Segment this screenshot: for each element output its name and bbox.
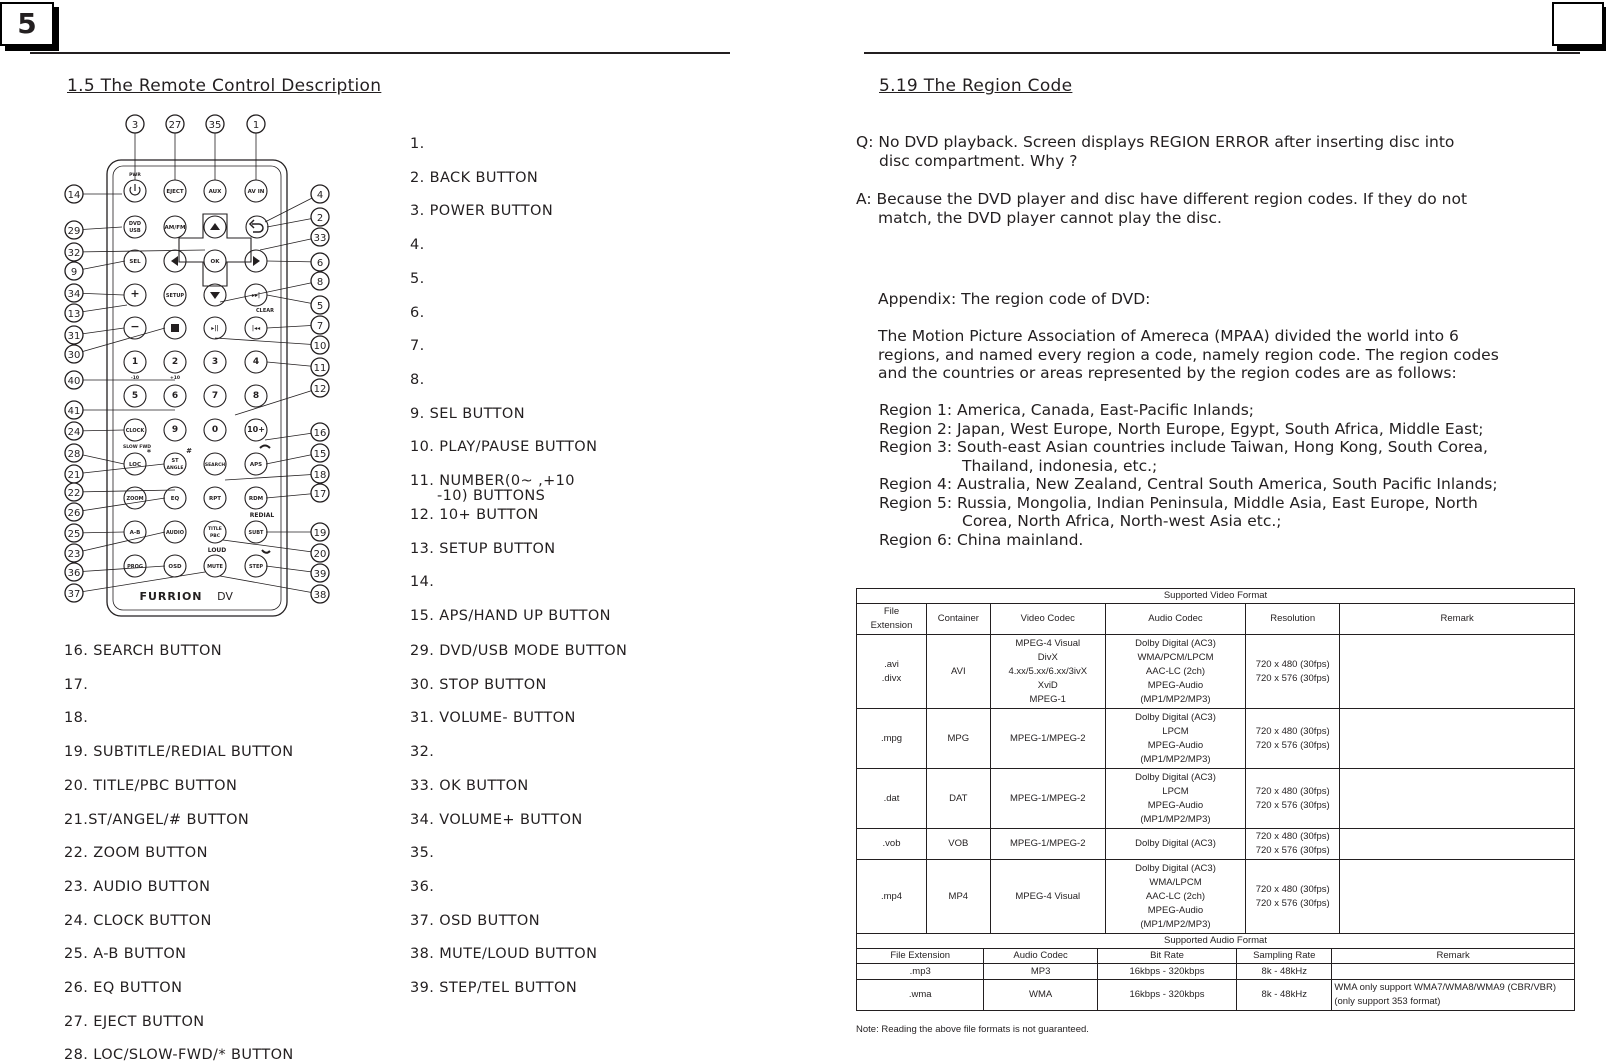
down-arrow-icon — [210, 292, 220, 299]
callout-number: 34 — [67, 289, 81, 300]
right-arrow-icon — [253, 256, 260, 266]
list-item: 1. — [410, 136, 425, 152]
callout-leader — [74, 328, 165, 354]
osd-button-label: OSD — [168, 564, 182, 570]
eq-button-label: EQ — [170, 496, 180, 502]
region-list — [879, 401, 1498, 549]
table-cell: Dolby Digital (AC3) WMA/LPCM AAC-LC (2ch) MPEG-Audio (MP1/MP2/MP3) — [1105, 860, 1245, 934]
list-item: 17. — [64, 676, 89, 693]
list-item: 26. EQ BUTTON — [64, 980, 183, 996]
region-label: Region 4: — [879, 475, 953, 493]
list-item: 9. SEL BUTTON — [410, 405, 525, 422]
table-header: File Extension — [857, 604, 927, 635]
list-item: 23. AUDIO BUTTON — [64, 878, 211, 895]
table-cell: Dolby Digital (AC3) WMA/PCM/LPCM AAC-LC (2ch) MPEG-Audio (MP1/MP2/MP3) — [1105, 635, 1245, 709]
list-item: 2. BACK BUTTON — [410, 169, 539, 186]
callout-number: 17 — [313, 489, 327, 500]
av-in-button-label: AV IN — [247, 189, 265, 195]
callout-leader — [74, 498, 165, 512]
table-cell — [1340, 709, 1575, 769]
mpaa-line: regions, and named every region a code, namely region code. The region codes — [878, 345, 1499, 364]
loc-button-label: LOC — [128, 462, 142, 468]
angle-label: ANGLE — [166, 466, 184, 471]
table-cell: MPG — [927, 709, 991, 769]
table-cell: AVI — [927, 635, 991, 709]
region-row — [879, 475, 1498, 494]
audio-format-table — [856, 933, 1575, 1011]
list-item: 14. — [410, 574, 435, 591]
list-item: 30. STOP BUTTON — [410, 676, 547, 693]
mpaa-paragraph — [878, 327, 1499, 383]
list-item: 38. MUTE/LOUD BUTTON — [410, 946, 598, 963]
table-cell: MPEG-1/MPEG-2 — [990, 829, 1105, 860]
volume-plus-button-label: + — [130, 287, 140, 300]
ok-button-label: OK — [210, 259, 220, 265]
callout-number: 3 — [131, 120, 139, 131]
table-cell: 720 x 480 (30fps) 720 x 576 (30fps) — [1246, 860, 1340, 934]
table-cell: Dolby Digital (AC3) LPCM MPEG-Audio (MP1/MP2/MP3) — [1105, 709, 1245, 769]
callout-number: 36 — [67, 568, 81, 579]
header-rule-right — [864, 52, 1580, 54]
callout-number: 25 — [67, 529, 81, 540]
list-item: 18. — [64, 710, 89, 727]
table-cell: .mpg — [857, 709, 927, 769]
table-cell: WMA only support WMA7/WMA8/WMA9 (CBR/VBR) (only support 353 format) — [1332, 980, 1575, 1011]
num-6-button-label: 6 — [171, 391, 179, 401]
back-button — [246, 216, 268, 238]
table-header: Remark — [1332, 949, 1575, 964]
list-item: 36. — [410, 878, 435, 895]
answer-text: A: Because the DVD player and disc have different region codes. If they do not match, the DVD player cannot play the disc. — [856, 190, 1468, 227]
table-cell: Dolby Digital (AC3) LPCM MPEG-Audio (MP1/MP2/MP3) — [1105, 769, 1245, 829]
table-cell — [1340, 769, 1575, 829]
table-cell: .dat — [857, 769, 927, 829]
region-row — [879, 420, 1498, 439]
table-cell: Dolby Digital (AC3) — [1105, 829, 1245, 860]
callout-number: 29 — [67, 226, 81, 237]
table-row — [857, 769, 1575, 829]
callout-number: 38 — [313, 590, 327, 601]
list-item: 13. SETUP BUTTON — [410, 540, 556, 557]
callout-number: 11 — [313, 363, 327, 374]
left-arrow-icon — [171, 256, 178, 266]
table-header: Resolution — [1246, 604, 1340, 635]
table-cell: 16kbps - 320kbps — [1097, 964, 1236, 980]
table-cell: DAT — [927, 769, 991, 829]
setup-button-label: SETUP — [165, 293, 185, 299]
callout-number: 6 — [316, 258, 324, 269]
callout-number: 7 — [316, 321, 324, 332]
clock-button-label: CLOCK — [125, 428, 145, 434]
redial-label: REDIAL — [249, 512, 275, 519]
list-item: 20. TITLE/PBC BUTTON — [64, 777, 238, 794]
brand-suffix: DV — [217, 590, 233, 603]
num-1-button-label: 1 — [131, 357, 139, 367]
pwr-label: PWR — [129, 173, 141, 178]
list-item: 37. OSD BUTTON — [410, 912, 540, 929]
callout-leader — [74, 490, 175, 492]
table-row — [857, 635, 1575, 709]
table-cell: 720 x 480 (30fps) 720 x 576 (30fps) — [1246, 769, 1340, 829]
a-b-button-label: A-B — [129, 530, 141, 536]
table-cell: MP4 — [927, 860, 991, 934]
callout-number: 16 — [313, 428, 327, 439]
video-format-table — [856, 588, 1575, 934]
num-3-button-label: 3 — [211, 357, 219, 367]
st-label: ST — [171, 458, 179, 464]
table-title: Supported Video Format — [857, 589, 1575, 604]
callout-number: 41 — [67, 406, 81, 417]
table-cell — [1332, 964, 1575, 980]
region-row — [879, 531, 1498, 550]
table-cell: MPEG-1/MPEG-2 — [990, 769, 1105, 829]
callout-leader — [215, 338, 320, 345]
aps-button-label: APS — [249, 462, 263, 468]
remote-control-diagram — [55, 110, 355, 630]
header-rule-left — [30, 52, 730, 54]
st-angle-button — [164, 453, 186, 475]
callout-leader — [74, 464, 164, 474]
volume-minus-button-label: − — [130, 320, 140, 333]
table-cell: 720 x 480 (30fps) 720 x 576 (30fps) — [1246, 635, 1340, 709]
prog-button-label: PROG — [127, 564, 143, 570]
table-cell — [1340, 635, 1575, 709]
region-text: Japan, West Europe, North Europe, Egypt, South Africa, Middle East; — [952, 419, 1484, 438]
table-row — [857, 709, 1575, 769]
list-item: 11. NUMBER(0~ ,+10 — [410, 473, 575, 489]
callout-number: 21 — [67, 470, 81, 481]
rdm-button-label: RDM — [248, 496, 264, 502]
num-4-button-label: 4 — [252, 357, 260, 367]
aux-button-label: AUX — [208, 189, 222, 195]
pbc-label: PBC — [209, 534, 221, 539]
list-item: 15. APS/HAND UP BUTTON — [410, 608, 611, 624]
audio-button-label: AUDIO — [165, 530, 185, 536]
list-item: 39. STEP/TEL BUTTON — [410, 980, 578, 996]
callout-number: 15 — [313, 449, 327, 460]
callout-leader — [74, 566, 165, 572]
callout-number: 39 — [313, 569, 327, 580]
callout-number: 30 — [67, 350, 81, 361]
region-text: China mainland. — [952, 530, 1084, 549]
callout-number: 2 — [316, 213, 324, 224]
callout-number: 13 — [67, 309, 81, 320]
plus10-label: +10 — [169, 376, 181, 381]
callout-leader — [74, 532, 165, 553]
region-continuation: Corea, North Africa, North-west Asia etc.; — [962, 512, 1282, 530]
table-cell: MP3 — [984, 964, 1097, 980]
title-label: TITLE — [208, 527, 222, 532]
list-item: 7. — [410, 338, 425, 355]
callout-leader — [220, 281, 320, 302]
table-cell: .avi .divx — [857, 635, 927, 709]
table-header: Sampling Rate — [1237, 949, 1332, 964]
callout-number: 26 — [67, 508, 81, 519]
list-item: 28. LOC/SLOW-FWD/* BUTTON — [64, 1047, 294, 1063]
table-cell: MPEG-1/MPEG-2 — [990, 709, 1105, 769]
list-item: 35. — [410, 845, 435, 862]
region-label: Region 6: — [879, 530, 953, 549]
callout-number: 40 — [67, 376, 81, 387]
section-heading-left: 1.5 The Remote Control Description — [67, 76, 382, 96]
table-cell: 16kbps - 320kbps — [1097, 980, 1236, 1011]
num-2-button-label: 2 — [171, 357, 179, 367]
question-text: Q: No DVD playback. Screen displays REGION ERROR after inserting disc into disc compartment. Why ? — [856, 133, 1455, 170]
up-arrow-icon — [210, 223, 220, 230]
play-pause-button-label: ▸|| — [211, 325, 219, 332]
list-item: 32. — [410, 744, 435, 761]
mpaa-line: The Motion Picture Association of Amereca (MPAA) divided the world into 6 — [878, 327, 1459, 345]
num-0-button-label: 0 — [211, 425, 219, 435]
list-item: 16. SEARCH BUTTON — [64, 643, 223, 659]
appendix-title: Appendix: The region code of DVD: — [878, 290, 1151, 308]
callout-number: 12 — [313, 384, 327, 395]
callout-number: 8 — [316, 277, 324, 288]
table-header: Container — [927, 604, 991, 635]
region-text: America, Canada, East-Pacific Inlands; — [952, 401, 1255, 419]
am-fm-button-label: AM/FM — [164, 225, 186, 231]
dvd-label: DVD — [128, 221, 142, 227]
section-heading-right: 5.19 The Region Code — [879, 76, 1073, 96]
sel-button-label: SEL — [129, 259, 141, 265]
table-cell — [1340, 829, 1575, 860]
clear-label: CLEAR — [256, 308, 274, 314]
phone-icon — [260, 446, 270, 449]
list-item: -10) BUTTONS — [437, 488, 546, 505]
brand-logo: FURRION — [139, 590, 203, 603]
callout-number: 9 — [70, 267, 78, 278]
callout-number: 20 — [313, 549, 327, 560]
table-cell: MPEG-4 Visual DivX 4.xx/5.xx/6.xx/3ivX XviD MPEG-1 — [990, 635, 1105, 709]
table-cell: .wma — [857, 980, 984, 1011]
callout-number: 4 — [316, 190, 324, 201]
table-cell — [1340, 860, 1575, 934]
num-10plus-button-label: 10+ — [247, 425, 265, 434]
table-cell: VOB — [927, 829, 991, 860]
slow-fwd-label: SLOW FWD — [122, 445, 152, 450]
list-item: 6. — [410, 304, 425, 321]
zoom-button-label: ZOOM — [126, 496, 144, 502]
list-item: 24. CLOCK BUTTON — [64, 912, 212, 929]
hash-label: # — [186, 447, 192, 455]
eject-button-label: EJECT — [166, 189, 184, 195]
callout-number: 35 — [208, 120, 222, 131]
callout-number: 14 — [67, 190, 81, 201]
list-item: 22. ZOOM BUTTON — [64, 845, 208, 862]
callout-number: 33 — [313, 233, 327, 244]
num-5-button-label: 5 — [131, 391, 139, 401]
next-button-label: ▸▸| — [251, 292, 261, 299]
callout-number: 27 — [168, 120, 182, 131]
table-cell: 720 x 480 (30fps) 720 x 576 (30fps) — [1246, 709, 1340, 769]
callout-number: 19 — [313, 528, 327, 539]
callout-number: 32 — [67, 248, 81, 259]
callout-leader — [225, 474, 320, 480]
step-button-label: STEP — [248, 564, 264, 570]
callout-leader — [223, 540, 320, 553]
region-label: Region 1: — [879, 401, 953, 419]
minus10-label: -10 — [130, 376, 140, 381]
list-item: 27. EJECT BUTTON — [64, 1013, 205, 1030]
callout-number: 1 — [252, 120, 260, 131]
subt-button-label: SUBT — [248, 530, 264, 536]
region-label: Region 3: — [879, 438, 953, 456]
page-number-left: 5 — [0, 2, 54, 46]
title-pbc-button — [204, 521, 226, 543]
table-header: Video Codec — [990, 604, 1105, 635]
callout-number: 18 — [313, 470, 327, 481]
num-8-button-label: 8 — [252, 391, 260, 401]
callout-leader — [74, 250, 205, 252]
table-row — [857, 964, 1575, 980]
list-item: 3. POWER BUTTON — [410, 203, 554, 220]
callout-number: 37 — [67, 589, 81, 600]
stop-icon — [171, 324, 179, 332]
callout-number: 5 — [316, 301, 324, 312]
table-row — [857, 860, 1575, 934]
dvd-usb-button — [124, 216, 146, 238]
table-cell: WMA — [984, 980, 1097, 1011]
callout-leader — [235, 388, 320, 415]
region-text: Australia, New Zealand, Central South America, South Pacific Inlands; — [952, 475, 1498, 493]
table-cell: 8k - 48kHz — [1237, 980, 1332, 1011]
table-cell: .vob — [857, 829, 927, 860]
region-row — [879, 494, 1498, 513]
list-item: 21.ST/ANGEL/# BUTTON — [64, 811, 250, 828]
callout-number: 31 — [67, 331, 81, 342]
hangup-icon — [262, 550, 270, 553]
table-row — [857, 980, 1575, 1011]
region-label: Region 5: — [879, 493, 953, 512]
table-cell: 720 x 480 (30fps) 720 x 576 (30fps) — [1246, 829, 1340, 860]
list-item: 34. VOLUME+ BUTTON — [410, 811, 583, 828]
list-item: 31. VOLUME- BUTTON — [410, 710, 576, 727]
rpt-button-label: RPT — [208, 496, 222, 502]
table-header: File Extension — [857, 949, 984, 964]
search-button-label: SEARCH — [204, 463, 226, 468]
region-continuation: Thailand, indonesia, etc.; — [962, 456, 1158, 475]
callout-number: 28 — [67, 449, 81, 460]
list-item: 33. OK BUTTON — [410, 777, 529, 794]
mute-button-label: MUTE — [207, 564, 223, 570]
star-label: * — [146, 448, 152, 457]
table-title: Supported Audio Format — [857, 934, 1575, 949]
region-row — [879, 438, 1498, 457]
loud-label: LOUD — [207, 547, 227, 554]
usb-label: USB — [129, 228, 141, 234]
region-row — [879, 401, 1498, 420]
callout-number: 22 — [67, 488, 81, 499]
region-text: Russia, Mongolia, Indian Peninsula, Middle Asia, East Europe, North — [952, 493, 1478, 512]
table-header: Remark — [1340, 604, 1575, 635]
callout-number: 24 — [67, 427, 81, 438]
table-row — [857, 829, 1575, 860]
num-9-button-label: 9 — [171, 425, 179, 435]
region-text: South-east Asian countries include Taiwan, Hong Kong, South Corea, — [952, 438, 1488, 456]
prev-button-label: |◂◂ — [251, 325, 261, 332]
table-note: Note: Reading the above file formats is not guaranteed. — [856, 1024, 1089, 1035]
num-7-button-label: 7 — [211, 391, 219, 401]
callout-leader — [220, 576, 320, 594]
list-item: 12. 10+ BUTTON — [410, 506, 539, 523]
region-label: Region 2: — [879, 419, 953, 438]
table-cell: 8k - 48kHz — [1237, 964, 1332, 980]
list-item: 29. DVD/USB MODE BUTTON — [410, 643, 628, 659]
callout-number: 23 — [67, 549, 81, 560]
table-header: Audio Codec — [984, 949, 1097, 964]
mpaa-line: and the countries or areas represented by the region codes are as follows: — [878, 364, 1457, 382]
table-cell: .mp3 — [857, 964, 984, 980]
table-header: Audio Codec — [1105, 604, 1245, 635]
list-item: 4. — [410, 237, 425, 254]
list-item: 25. A-B BUTTON — [64, 946, 187, 963]
page-number-right — [1552, 2, 1604, 46]
callout-number: 10 — [313, 341, 327, 352]
table-header: Bit Rate — [1097, 949, 1236, 964]
list-item: 5. — [410, 270, 425, 287]
list-item: 8. — [410, 371, 425, 388]
list-item: 19. SUBTITLE/REDIAL BUTTON — [64, 744, 294, 761]
table-cell: .mp4 — [857, 860, 927, 934]
format-tables — [856, 588, 1575, 1011]
table-cell: MPEG-4 Visual — [990, 860, 1105, 934]
list-item: 10. PLAY/PAUSE BUTTON — [410, 439, 598, 456]
